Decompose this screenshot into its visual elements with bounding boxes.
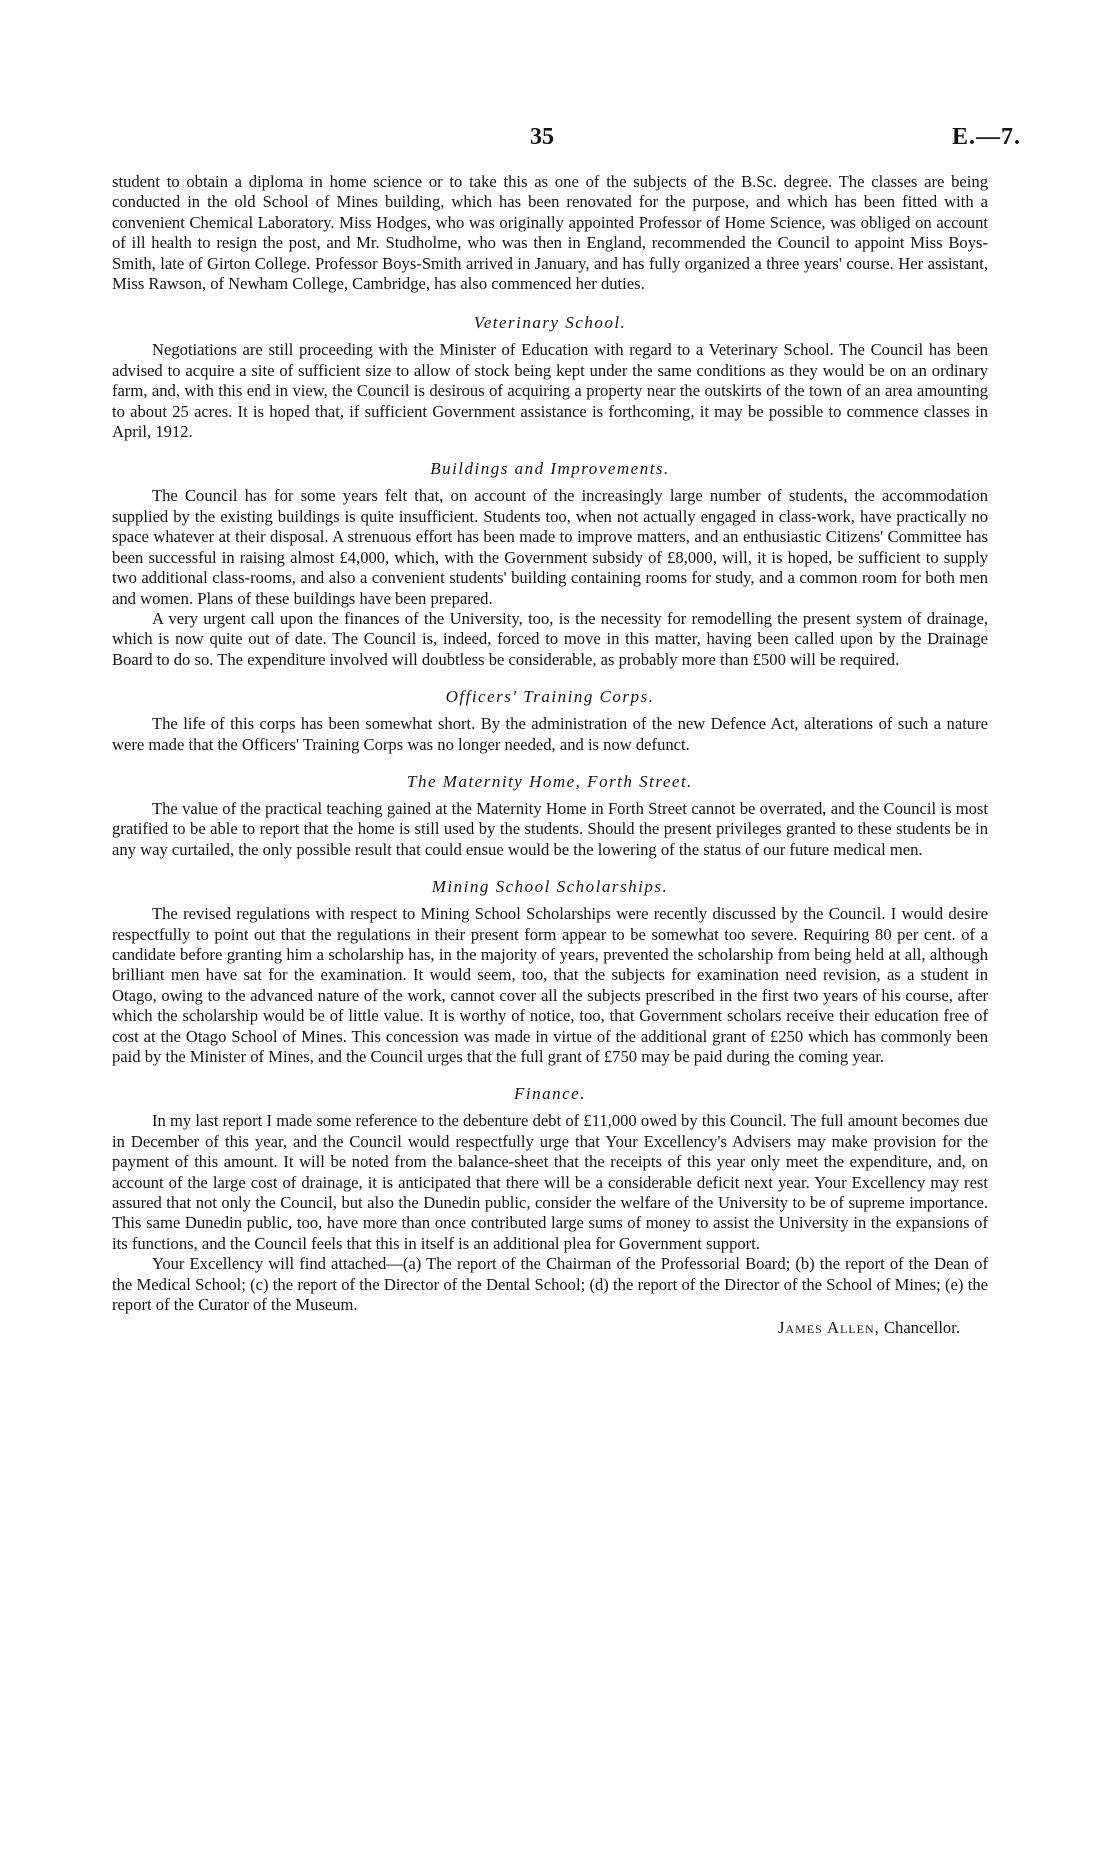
buildings-heading: Buildings and Improvements.	[430, 459, 670, 479]
finance-heading: Finance.	[514, 1084, 586, 1104]
maternity-home-paragraph: The value of the practical teaching gained at the Maternity Home in Forth Street cannot be overrated, and the Council is most gratified to be able to report that the home is still used by the students. Should the present privileges granted to these students be in any way curtailed, the only possible result that could ensue would be the lowering of the status of our future medical men.	[112, 798, 988, 859]
signatory-title: Chancellor.	[883, 1318, 960, 1338]
buildings-paragraph: The Council has for some years felt that, on account of the increasingly large number of students, the accommodation supplied by the existing buildings is quite insufficient. Students too, when not actually engaged in class-work, have practically no space whatever at their disposal. A strenuous effort has been made to improve matters, and an enthusiastic Citizens' Committee has been successful in raising almost £4,000, which, with the Government subsidy of £8,000, will, it is hoped, be sufficient to supply two additional class-rooms, and also a convenient students' building containing rooms for study, and a common room for both men and women. Plans of these buildings have been prepared.	[112, 486, 988, 608]
signatory-name: James Allen,	[777, 1318, 880, 1338]
veterinary-school-heading: Veterinary School.	[473, 313, 627, 333]
page-number: 35	[530, 124, 554, 150]
home-science-paragraph: student to obtain a diploma in home science or to take this as one of the subjects of the B.Sc. degree. The classes are being conducted in the old School of Mines building, which has been renovated for the purpose, and which has been fitted with a convenient Chemical Laboratory. Miss Hodges, who was originally appointed Professor of Home Science, was obliged on account of ill health to resign the post, and Mr. Studholme, who was then in England, recommended the Council to appoint Miss Boys-Smith, late of Girton College. Professor Boys-Smith arrived in January, and has fully organized a three years' course. Her assistant, Miss Rawson, of Newham College, Cambridge, has also commenced her duties.	[112, 172, 988, 294]
page-header	[0, 124, 1114, 158]
attached-reports-paragraph: Your Excellency will find attached—(a) The report of the Chairman of the Professorial Board; (b) the report of the Dean of the Medical School; (c) the report of the Director of the Dental School; (d) the report of the Director of the School of Mines; (e) the report of the Curator of the Museum.	[112, 1254, 988, 1315]
officers-training-corps-heading: Officers' Training Corps.	[445, 687, 655, 707]
document-reference: E.—7.	[952, 124, 1022, 150]
veterinary-school-paragraph: Negotiations are still proceeding with the Minister of Education with regard to a Veterinary School. The Council has been advised to acquire a site of sufficient size to allow of stock being kept under the same conditions as they would be on an ordinary farm, and, with this end in view, the Council is desirous of acquiring a property near the outskirts of the town of an area amounting to about 25 acres. It is hoped that, if sufficient Government assistance is forthcoming, it may be possible to commence classes in April, 1912.	[112, 340, 988, 442]
mining-scholarships-paragraph: The revised regulations with respect to Mining School Scholarships were recently discussed by the Council. I would desire respectfully to point out that the regulations in their present form appear to be somewhat too severe. Requiring 80 per cent. of a candidate before granting him a scholarship has, in the majority of years, prevented the scholarship from being held at all, although brilliant men have sat for the examination. It would seem, too, that the subjects for examination need revision, as a student in Otago, owing to the advanced nature of the work, cannot cover all the subjects prescribed in the first two years of his course, after which the scholarship would be of little value. It is worthy of notice, too, that Government scholars receive their education free of cost at the Otago School of Mines. This concession was made in virtue of the additional grant of £250 which has commonly been paid by the Minister of Mines, and the Council urges that the full grant of £750 may be paid during the coming year.	[112, 904, 988, 1066]
officers-training-corps-paragraph: The life of this corps has been somewhat short. By the administration of the new Defence Act, alterations of such a nature were made that the Officers' Training Corps was no longer needed, and is now defunct.	[112, 714, 988, 754]
report-body	[112, 172, 988, 1339]
maternity-home-heading: The Maternity Home, Forth Street.	[407, 771, 693, 791]
signature	[112, 1317, 988, 1339]
drainage-paragraph: A very urgent call upon the finances of the University, too, is the necessity for remodelling the present system of drainage, which is now quite out of date. The Council is, indeed, forced to move in this matter, having been called upon by the Drainage Board to do so. The expenditure involved will doubtless be considerable, as probably more than £500 will be required.	[112, 608, 988, 669]
mining-scholarships-heading: Mining School Scholarships.	[431, 877, 669, 897]
finance-paragraph: In my last report I made some reference to the debenture debt of £11,000 owed by this Council. The full amount becomes due in December of this year, and the Council would respectfully urge that Your Excellency's Advisers may make provision for the payment of this amount. It will be noted from the balance-sheet that the receipts of this year only meet the expenditure, and, on account of the large cost of drainage, it is anticipated that there will be a considerable deficit next year. Your Excellency may rest assured that not only the Council, but also the Dunedin public, consider the welfare of the University to be of supreme importance. This same Dunedin public, too, have more than once contributed large sums of money to assist the University in the expansions of its functions, and the Council feels that this in itself is an additional plea for Government support.	[112, 1111, 988, 1253]
